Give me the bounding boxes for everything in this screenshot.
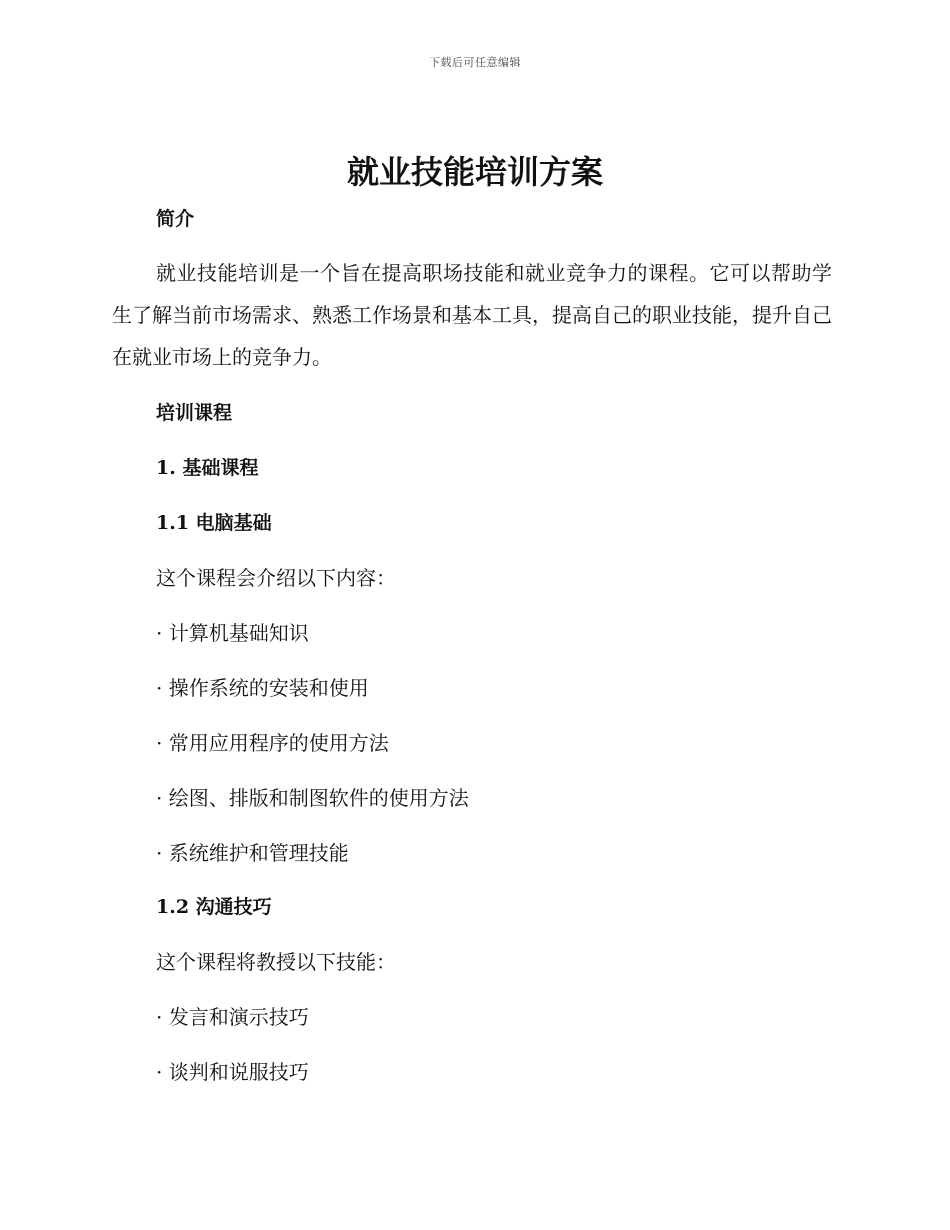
intro-paragraph: 就业技能培训是一个旨在提高职场技能和就业竞争力的课程。它可以帮助学生了解当前市场需求、熟悉工作场景和基本工具，提高自己的职业技能，提升自己在就业市场上的竞争力。 [112, 261, 832, 369]
section-1-1-heading: 1.1 电脑基础 [156, 512, 272, 534]
list-item: · 绘图、排版和制图软件的使用方法 [156, 786, 469, 810]
list-item: · 常用应用程序的使用方法 [156, 731, 389, 755]
section-1-1-lead: 这个课程会介绍以下内容： [156, 566, 396, 590]
list-item: · 系统维护和管理技能 [156, 841, 349, 865]
page-header-note: 下载后可任意编辑 [429, 56, 521, 69]
list-item: · 发言和演示技巧 [156, 1005, 309, 1029]
list-item: · 计算机基础知识 [156, 621, 309, 645]
section-1-2-heading: 1.2 沟通技巧 [156, 896, 272, 918]
list-item: · 谈判和说服技巧 [156, 1060, 309, 1084]
courses-heading: 培训课程 [156, 402, 233, 424]
list-item: · 操作系统的安装和使用 [156, 676, 369, 700]
section-1-heading: 1. 基础课程 [156, 457, 259, 479]
document-title: 就业技能培训方案 [346, 153, 603, 191]
intro-heading: 简介 [156, 208, 195, 230]
section-1-2-lead: 这个课程将教授以下技能： [156, 950, 396, 974]
